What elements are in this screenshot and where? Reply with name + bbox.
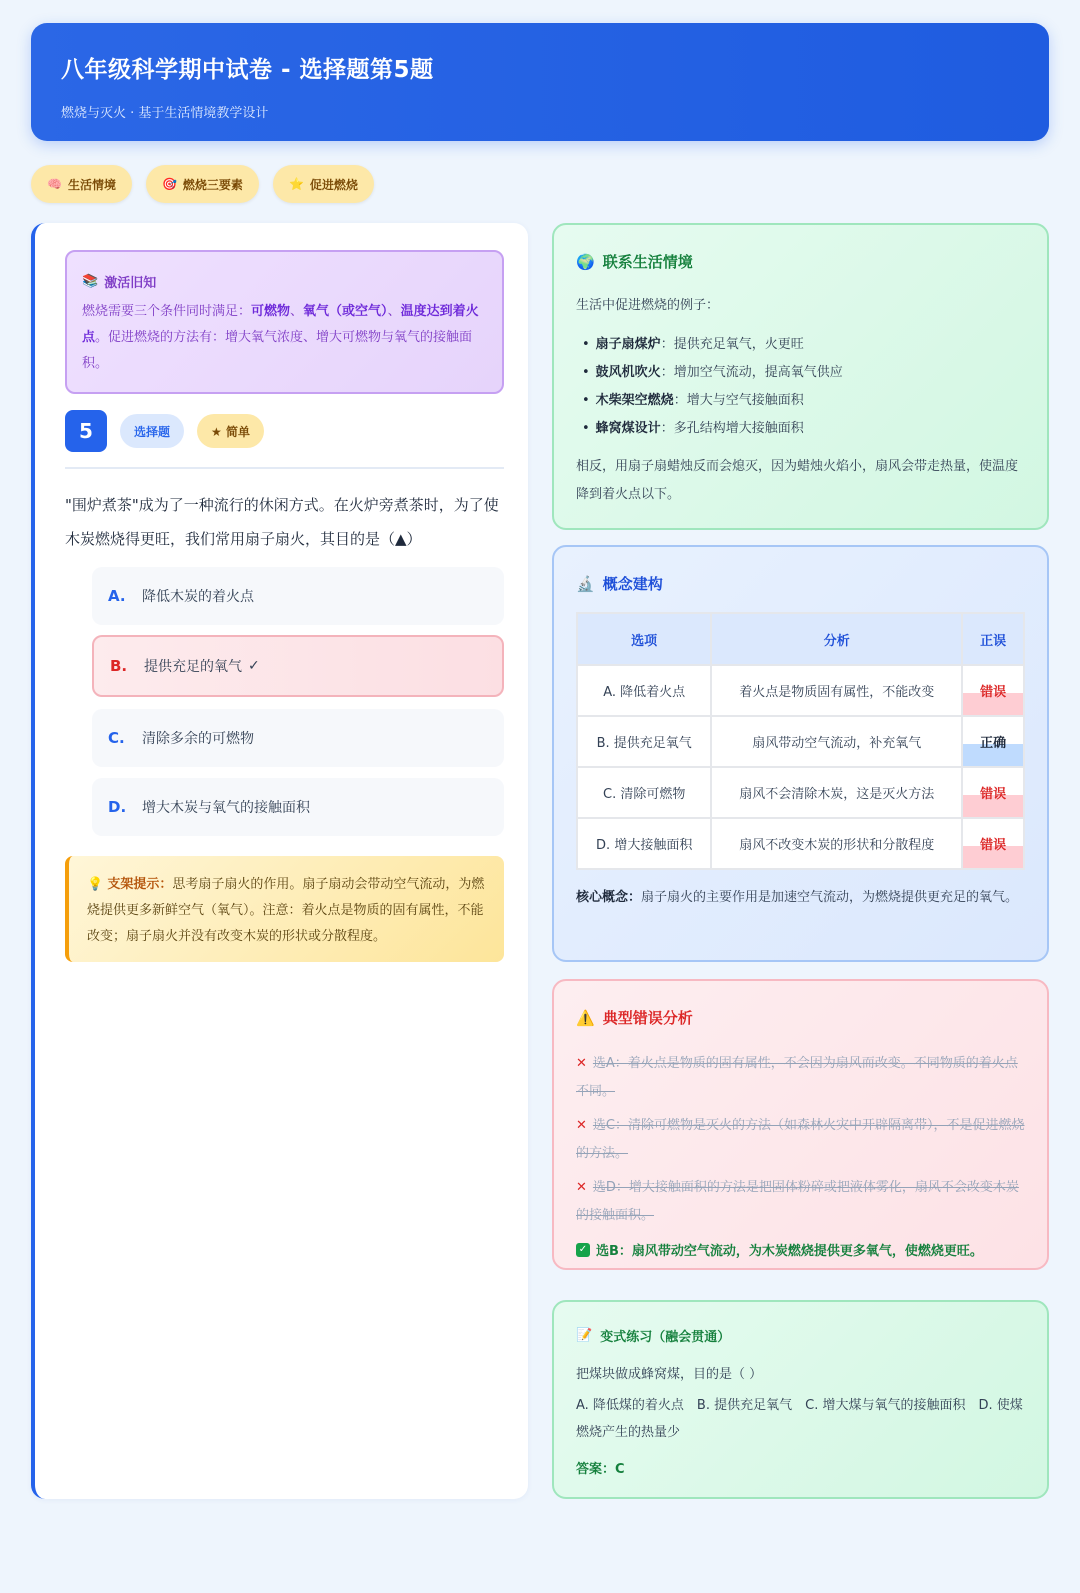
memo-icon: 📝 xyxy=(576,1328,593,1343)
cell-analysis: 扇风不改变木炭的形状和分散程度 xyxy=(711,818,962,869)
cell-analysis: 着火点是物质固有属性，不能改变 xyxy=(711,665,962,716)
list-item: • 鼓风机吹火：增加空气流动，提高氧气供应 xyxy=(576,359,1025,387)
analysis-table xyxy=(576,612,1025,870)
list-item: • 扇子扇煤炉：提供充足氧气，火更旺 xyxy=(576,331,1025,359)
option-label: D. xyxy=(108,798,127,816)
scaffold-hint xyxy=(65,856,504,962)
table-row xyxy=(577,767,1024,818)
checkbox-icon: ✓ xyxy=(576,1243,590,1257)
cell-option: B. 提供充足氧气 xyxy=(577,716,711,767)
question-meta xyxy=(65,410,264,452)
cross-icon: ✕ xyxy=(576,1180,587,1195)
core-concept: 核心概念：扇子扇火的主要作用是加速空气流动，为燃烧提供更充足的氧气。 xyxy=(576,890,1019,905)
tag-label: 促进燃烧 xyxy=(309,177,358,192)
brain-icon: 🧠 xyxy=(47,177,62,191)
option-text: 增大木炭与氧气的接触面积 xyxy=(142,800,310,816)
cell-option: D. 增大接触面积 xyxy=(577,818,711,869)
page-subtitle: 燃烧与灭火 · 基于生活情境教学设计 xyxy=(61,106,269,121)
table-header-row xyxy=(577,613,1024,665)
error-analysis-title: ⚠️ 典型错误分析 xyxy=(576,1008,693,1027)
concept-title: 🔬 概念建构 xyxy=(576,574,663,593)
table-row xyxy=(577,665,1024,716)
option-b[interactable] xyxy=(92,635,504,697)
practice-options: A. 降低煤的着火点 B. 提供充足氧气 C. 增大煤与氧气的接触面积 D. 使煤燃烧产生的热量少 xyxy=(576,1398,1023,1440)
option-label: C. xyxy=(108,729,125,747)
cell-analysis: 扇风不会清除木炭，这是灭火方法 xyxy=(711,767,962,818)
topic-tags xyxy=(31,165,374,203)
column-header-analysis: 分析 xyxy=(711,613,962,665)
error-item: ✕ 选C：清除可燃物是灭火的方法（如森林火灾中开辟隔离带），不是促进燃烧的方法。 xyxy=(576,1112,1025,1168)
tag-promote-combustion[interactable] xyxy=(273,165,374,203)
tag-label: 生活情境 xyxy=(67,177,116,192)
warning-icon: ⚠️ xyxy=(576,1008,595,1027)
concept-panel xyxy=(552,545,1049,962)
column-header-option: 选项 xyxy=(577,613,711,665)
cell-verdict: 错误 xyxy=(962,665,1024,716)
option-text: 清除多余的可燃物 xyxy=(142,731,254,747)
microscope-icon: 🔬 xyxy=(576,574,595,593)
divider xyxy=(65,467,504,469)
life-intro: 生活中促进燃烧的例子： xyxy=(576,298,720,313)
option-label: A. xyxy=(108,587,126,605)
difficulty-badge: ★ 简单 xyxy=(197,414,264,448)
globe-icon: 🌍 xyxy=(576,252,595,271)
practice-question: 把煤块做成蜂窝煤，目的是（ ） xyxy=(576,1367,763,1382)
variant-practice-panel xyxy=(552,1300,1049,1499)
lightbulb-icon: 💡 xyxy=(87,877,104,892)
practice-answer: 答案：C xyxy=(576,1462,625,1477)
error-analysis-panel xyxy=(552,979,1049,1270)
question-number: 5 xyxy=(65,410,107,452)
list-item: • 木柴架空燃烧：增大与空气接触面积 xyxy=(576,387,1025,415)
error-list xyxy=(576,1050,1025,1230)
activate-knowledge-box xyxy=(65,250,504,394)
cell-verdict: 错误 xyxy=(962,818,1024,869)
question-card xyxy=(31,223,528,1499)
question-text: "围炉煮茶"成为了一种流行的休闲方式。在火炉旁煮茶时，为了使木炭燃烧得更旺，我们常用扇子扇火，其目的是（▲） xyxy=(65,496,499,548)
life-context-panel xyxy=(552,223,1049,530)
cell-option: A. 降低着火点 xyxy=(577,665,711,716)
list-item: • 蜂窝煤设计：多孔结构增大接触面积 xyxy=(576,415,1025,443)
column-header-verdict: 正误 xyxy=(962,613,1024,665)
books-icon: 📚 xyxy=(82,274,99,289)
cross-icon: ✕ xyxy=(576,1056,587,1071)
activate-title: 📚 激活旧知 xyxy=(82,274,157,291)
question-type-badge: 选择题 xyxy=(120,414,184,448)
tag-life-context[interactable] xyxy=(31,165,132,203)
option-a[interactable] xyxy=(92,567,504,625)
page-header xyxy=(31,23,1049,141)
table-row xyxy=(577,716,1024,767)
option-d[interactable] xyxy=(92,778,504,836)
life-example-list xyxy=(576,331,1025,443)
correct-answer-explanation: ✓ 选B：扇风带动空气流动，为木炭燃烧提供更多氧气，使燃烧更旺。 xyxy=(576,1240,1025,1259)
target-icon: 🎯 xyxy=(161,177,177,191)
check-icon: ✓ xyxy=(248,658,260,674)
tag-combustion-elements[interactable] xyxy=(146,165,259,203)
cell-verdict: 正确 xyxy=(962,716,1024,767)
cell-verdict: 错误 xyxy=(962,767,1024,818)
cell-analysis: 扇风带动空气流动，补充氧气 xyxy=(711,716,962,767)
option-label: B. xyxy=(110,657,128,675)
option-text: 降低木炭的着火点 xyxy=(142,589,254,605)
life-context-title: 🌍 联系生活情境 xyxy=(576,252,693,271)
error-item: ✕ 选A：着火点是物质的固有属性，不会因为扇风而改变。不同物质的着火点不同。 xyxy=(576,1050,1025,1106)
option-c[interactable] xyxy=(92,709,504,767)
activate-text: 燃烧需要三个条件同时满足：可燃物、氧气（或空气）、温度达到着火点。促进燃烧的方法有：增大氧气浓度、增大可燃物与氧气的接触面积。 xyxy=(82,304,479,371)
error-item: ✕ 选D：增大接触面积的方法是把固体粉碎或把液体雾化，扇风不会改变木炭的接触面积。 xyxy=(576,1174,1025,1230)
option-text: 提供充足的氧气 xyxy=(144,659,242,675)
tag-label: 燃烧三要素 xyxy=(182,177,243,192)
star-icon: ⭐ xyxy=(288,177,304,191)
cell-option: C. 清除可燃物 xyxy=(577,767,711,818)
practice-title: 📝 变式练习（融会贯通） xyxy=(576,1328,731,1345)
hint-text: 思考扇子扇火的作用。扇子扇动会带动空气流动，为燃烧提供更多新鲜空气（氧气）。注意：着火点是物质的固有属性，不能改变；扇子扇火并没有改变木炭的形状或分散程度。 xyxy=(87,877,485,944)
cross-icon: ✕ xyxy=(576,1118,587,1133)
page-title: 八年级科学期中试卷 - 选择题第5题 xyxy=(61,57,434,83)
life-outro: 相反，用扇子扇蜡烛反而会熄灭，因为蜡烛火焰小，扇风会带走热量，使温度降到着火点以下。 xyxy=(576,459,1019,502)
hint-title: 支架提示： xyxy=(107,877,173,892)
table-row xyxy=(577,818,1024,869)
